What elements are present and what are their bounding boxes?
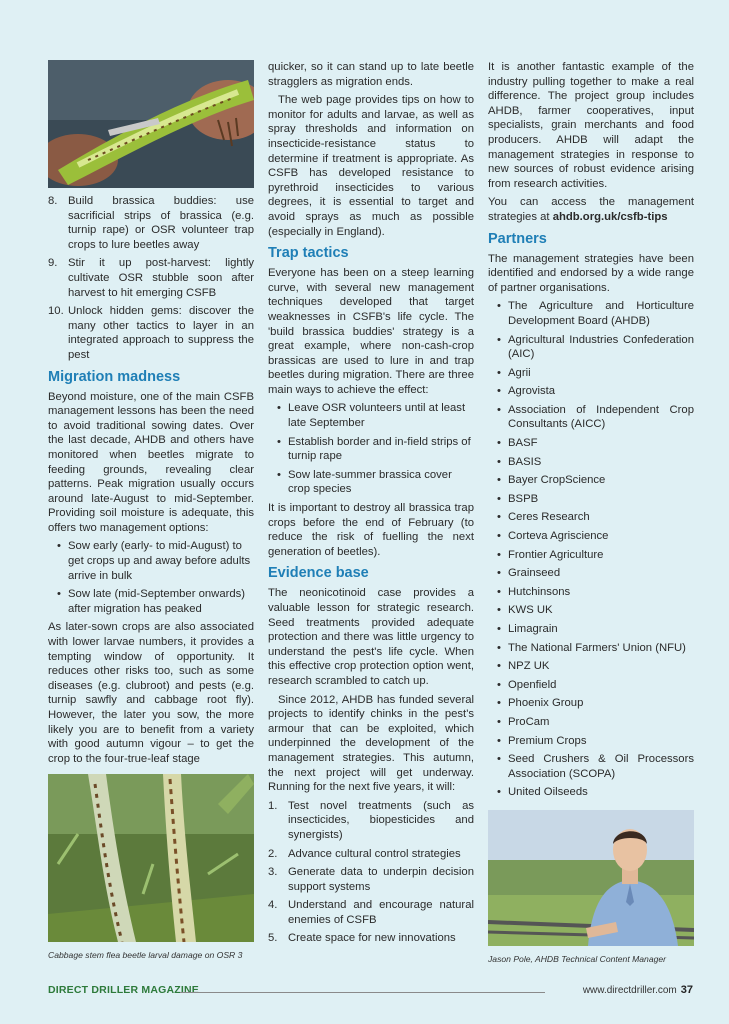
partner-item: • Hutchinsons [488, 585, 694, 600]
access-text: You can access the management strategies at [488, 196, 694, 223]
partner-item: • Association of Independent Crop Consultants (AICC) [488, 403, 694, 432]
page-footer [48, 984, 693, 1000]
list-text: Build brassica buddies: use sacrificial strips of brassica (e.g. turnip rape) or OSR volunteer trap crops to lure beetles away [68, 195, 254, 251]
list-text: Generate data to underpin decision support systems [288, 866, 474, 893]
heading-trap-tactics: Trap tactics [268, 245, 349, 262]
paragraph-migration: Beyond moisture, one of the main CSFB management lessons has been the need to avoid traditional sowing dates. Over the last decade, AHDB and others have monitored when beetles migrate to feeding grounds, revealing clear patterns. Peak migration usually occurs around late-August to mid-September. Providing soil moisture is adequate, this offers two management options: [48, 390, 254, 534]
list-item [268, 898, 474, 927]
list-text: Unlock hidden gems: discover the many other tactics to layer in an integrated approach to suppress the pest [68, 305, 254, 361]
paragraph-access [488, 195, 694, 224]
list-item [268, 799, 474, 843]
list-item: • Sow late-summer brassica cover crop species [268, 468, 474, 497]
paragraph-since-2012: Since 2012, AHDB has funded several projects to identify chinks in the pest's armour that can be exploited, which underpinned the development of the management strategies. This autumn, the next project will get underway. Running for the next five years, it will: [268, 693, 474, 794]
project-goals-list [268, 799, 474, 946]
partner-item: • The Agriculture and Horticulture Development Board (AHDB) [488, 299, 694, 328]
list-number: 8. [48, 195, 58, 207]
website-link[interactable]: www.directdriller.com [582, 985, 677, 996]
list-item [268, 847, 474, 862]
partner-item: • Grainseed [488, 566, 694, 581]
partner-item: • Agricultural Industries Confederation (AIC) [488, 333, 694, 362]
list-item [48, 194, 254, 252]
list-number: 2. [268, 847, 278, 860]
partner-item: • ProCam [488, 715, 694, 730]
list-item: • Sow early (early- to mid-August) to get crops up and away before adults arrive in bulk [48, 539, 254, 583]
sowing-options-list [48, 539, 254, 616]
list-text: Advance cultural control strategies [288, 847, 461, 860]
heading-partners: Partners [488, 230, 547, 247]
paragraph-partners: The management strategies have been identified and endorsed by a wide range of partner organisations. [488, 252, 694, 294]
partner-item: • Phoenix Group [488, 696, 694, 711]
list-item: • Establish border and in-field strips of turnip rape [268, 435, 474, 464]
heading-evidence-base: Evidence base [268, 565, 369, 582]
list-number: 9. [48, 257, 58, 270]
photo-caption-larval-damage: Cabbage stem flea beetle larval damage on OSR 3 [48, 950, 243, 961]
partner-item: • KWS UK [488, 603, 694, 618]
list-text: Test novel treatments (such as insecticides, biopesticides and synergists) [288, 799, 474, 841]
partner-item: • BASIS [488, 455, 694, 470]
tactics-list-continued [48, 194, 254, 363]
list-item: • Leave OSR volunteers until at least late September [268, 401, 474, 430]
paragraph-fantastic-example: It is another fantastic example of the industry pulling together to make a real difference. The project group includes AHDB, farmer cooperatives, input specialists, grain merchants and food producers. AHDB will adapt the management strategies in response to new sources of robust evidence arising from research activities. [488, 61, 694, 190]
list-number: 1. [268, 799, 278, 812]
partner-item: • BSPB [488, 492, 694, 507]
list-item: • Sow late (mid-September onwards) after migration has peaked [48, 587, 254, 616]
portrait-image [488, 810, 694, 946]
partner-item: • Seed Crushers & Oil Processors Association (SCOPA) [488, 752, 694, 781]
paragraph-trap: Everyone has been on a steep learning curve, with several new management techniques developed that target weaknesses in CSFB's life cycle. The 'build brassica buddies' strategy is a great example, where non-cash-crop brassicas are used to lure in and trap beetles during migration. There are three main ways to achieve the effect: [268, 267, 474, 396]
page-number: 37 [680, 984, 693, 996]
partner-item: • The National Farmers' Union (NFU) [488, 641, 694, 656]
footer-right [583, 984, 693, 996]
csfb-tips-link[interactable]: ahdb.org.uk/csfb-tips [552, 210, 668, 223]
trap-methods-list [268, 401, 474, 497]
list-item [268, 931, 474, 946]
list-number: 4. [268, 899, 278, 912]
partner-item: • NPZ UK [488, 659, 694, 674]
larval-damage-photo [48, 774, 254, 942]
photo-caption-jason-pole: Jason Pole, AHDB Technical Content Manager [488, 953, 667, 964]
list-item [48, 256, 254, 300]
stem-larvae-image [48, 60, 254, 188]
list-text: Create space for new innovations [288, 932, 456, 945]
list-text: Understand and encourage natural enemies of CSFB [288, 899, 474, 926]
list-item [48, 304, 254, 362]
magazine-name: DIRECT DRILLER MAGAZINE [48, 984, 200, 996]
paragraph-neonicotinoid: The neonicotinoid case provides a valuable lesson for strategic research. Seed treatments provided adequate protection and there was little urgency to understand the pest's life cycle. When this effective crop protection option went, research scrambled to catch up. [268, 587, 474, 687]
partner-item: • Corteva Agriscience [488, 529, 694, 544]
partner-item: • Ceres Research [488, 510, 694, 525]
heading-migration-madness: Migration madness [48, 368, 181, 385]
list-text: Stir it up post-harvest: lightly cultivate OSR stubble soon after harvest to hit emerging CSFB [68, 257, 254, 299]
footer-rule [180, 992, 545, 993]
list-item [268, 865, 474, 894]
list-number: 3. [268, 866, 278, 879]
paragraph-web-page: The web page provides tips on how to monitor for adults and larvae, as well as spray thresholds and information on insecticide-resistance status to determine if treatment is appropriate. As CSFB has developed resistance to pyrethroid insecticides to various degrees, it is essential to target and avoid sprays as much as possible (especially in England). [268, 94, 474, 238]
partner-item: • BASF [488, 436, 694, 451]
partner-item: • Agrovista [488, 384, 694, 399]
stem-split-photo [48, 60, 254, 188]
partner-item: • Premium Crops [488, 734, 694, 749]
partner-item: • United Oilseeds [488, 785, 694, 800]
list-number: 5. [268, 932, 278, 945]
paragraph-destroy: It is important to destroy all brassica trap crops before the end of February (to reduce the risk of fuelling the next generation of beetles). [268, 502, 474, 558]
column-2 [268, 60, 474, 950]
partner-item: • Agrii [488, 366, 694, 381]
list-number: 10. [48, 305, 64, 318]
larval-damage-image [48, 774, 254, 942]
partners-list [488, 299, 694, 800]
jason-pole-photo [488, 810, 694, 946]
partner-item: • Limagrain [488, 622, 694, 637]
partner-item: • Bayer CropScience [488, 473, 694, 488]
partner-item: • Frontier Agriculture [488, 548, 694, 563]
paragraph-later-sown: As later-sown crops are also associated with lower larvae numbers, it provides a tempting window of opportunity. It reduces other risks too, such as some diseases (e.g. clubroot) and pests (e.g. turnip sawfly and cabbage root fly). However, the later you sow, the more likely you are to benefit from a variety with good autumn vigour – to get the crop to the four-true-leaf stage [48, 621, 254, 765]
paragraph-quicker: quicker, so it can stand up to late beetle stragglers as migration ends. [268, 61, 474, 88]
partner-item: • Openfield [488, 678, 694, 693]
column-1 [48, 60, 254, 963]
column-3 [488, 60, 694, 967]
